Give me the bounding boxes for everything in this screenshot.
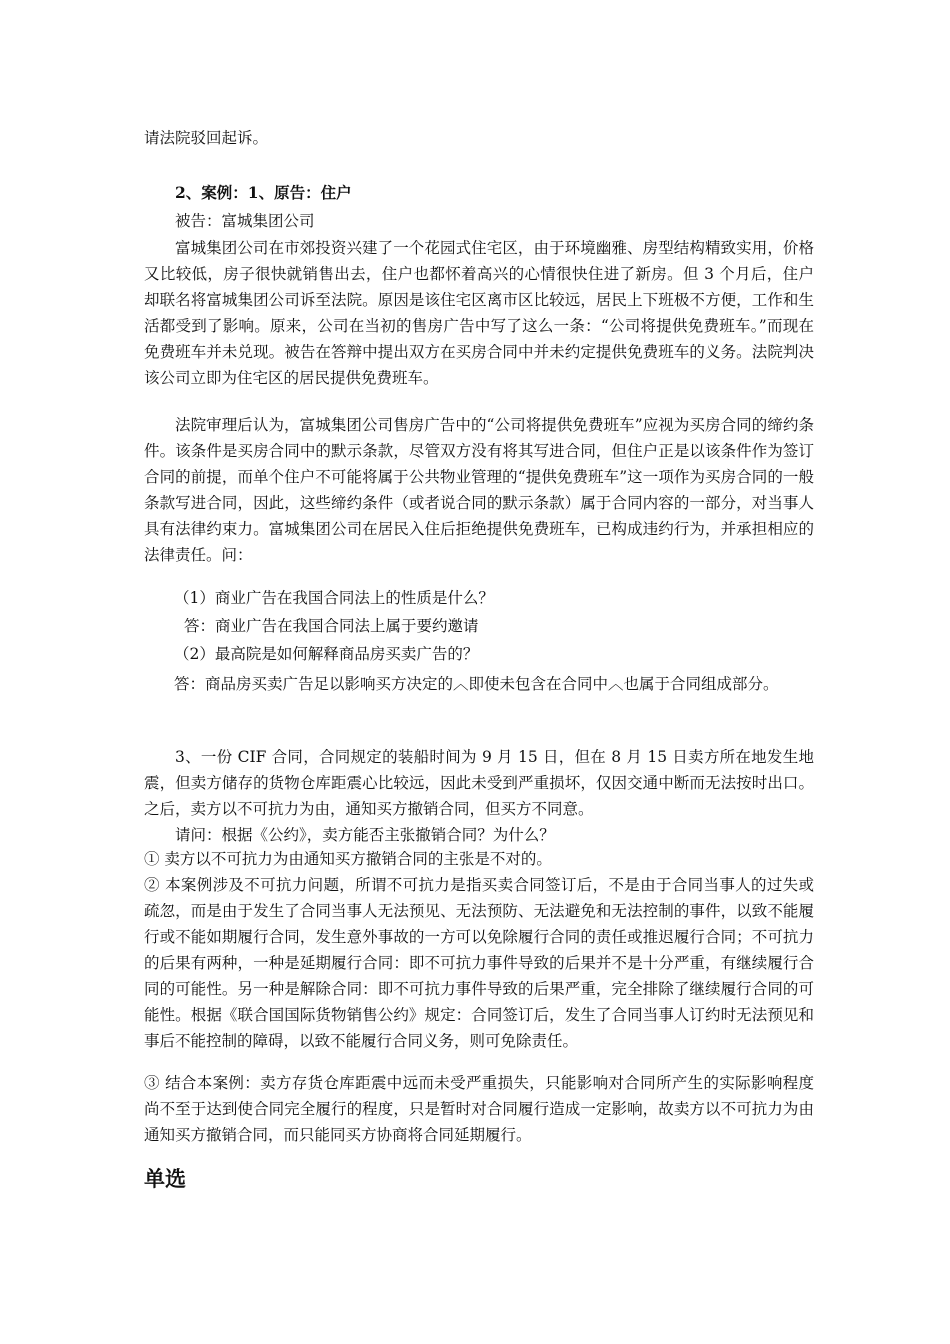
case2-title: 2、案例：1、原告：住户 xyxy=(175,183,352,202)
case2-question-1: （1）商业广告在我国合同法上的性质是什么？ xyxy=(174,589,494,607)
case3-point-3: ③ 结合本案例：卖方存货仓库距震中远而未受严重损失，只能影响对合同所产生的实际影响程度尚不至于达到使合同完全履行的程度，只是暂时对合同履行造成一定影响，故卖方以不可抗力为由通知买方撤销合同，而只能同买方协商将合同延期履行。 xyxy=(144,1074,814,1144)
case3-point-1: ① 卖方以不可抗力为由通知买方撤销合同的主张是不对的。 xyxy=(144,850,552,868)
case2-paragraph-1: 富城集团公司在市郊投资兴建了一个花园式住宅区，由于环境幽雅、房型结构精致实用，价格又比较低，房子很快就销售出去，住户也都怀着高兴的心情很快住进了新房。但 3 个月后，住户却联名将富城集团公司诉至法院。原因是该住宅区离市区比较远，居民上下班极不方便，工作和生活都受到了影响。原来，公司在当初的售房广告中写了这么一条：“公司将提供免费班车。”而现在免费班车并未兑现。被告在答辩中提出双方在买房合同中并未约定提供免费班车的义务。法院判决该公司立即为住宅区的居民提供免费班车。 xyxy=(144,239,814,387)
case2-answer-1: 答：商业广告在我国合同法上属于要约邀请 xyxy=(184,617,479,635)
case2-answer-2: 答：商品房买卖广告足以影响买方决定的︿即使未包含在合同中︿也属于合同组成部分。 xyxy=(174,675,779,693)
section-heading: 单选 xyxy=(144,1166,186,1191)
case2-paragraph-2: 法院审理后认为，富城集团公司售房广告中的“公司将提供免费班车”应视为买房合同的缔约条件。该条件是买房合同中的默示条款，尽管双方没有将其写进合同，但住户正是以该条件作为签订合同的前提，而单个住户不可能将属于公共物业管理的“提供免费班车”这一项作为买房合同的一般条款写进合同，因此，这些缔约条件（或者说合同的默示条款）属于合同内容的一部分，对当事人具有法律约束力。富城集团公司在居民入住后拒绝提供免费班车，已构成违约行为，并承担相应的法律责任。问： xyxy=(144,416,814,564)
case2-question-2: （2）最高院是如何解释商品房买卖广告的？ xyxy=(174,645,479,663)
case3-question: 请问：根据《公约》，卖方能否主张撤销合同？为什么？ xyxy=(175,826,555,844)
case3-paragraph-1: 3、一份 CIF 合同，合同规定的装船时间为 9 月 15 日，但在 8 月 15 日卖方所在地发生地震，但卖方储存的货物仓库距震心比较远，因此未受到严重损坏，仅因交通中断而无法按时出口。之后，卖方以不可抗力为由，通知买方撤销合同，但买方不同意。 xyxy=(144,748,814,818)
case2-defendant: 被告：富城集团公司 xyxy=(175,212,315,230)
case3-point-2: ② 本案例涉及不可抗力问题，所谓不可抗力是指买卖合同签订后，不是由于合同当事人的过失或疏忽，而是由于发生了合同当事人无法预见、无法预防、无法避免和无法控制的事件，以致不能履行或不能如期履行合同，发生意外事故的一方可以免除履行合同的责任或推迟履行合同；不可抗力的后果有两种，一种是延期履行合同：即不可抗力事件导致的后果并不是十分严重，有继续履行合同的可能性。另一种是解除合同：即不可抗力事件导致的后果严重，完全排除了继续履行合同的可能性。根据《联合国国际货物销售公约》规定：合同签订后，发生了合同当事人订约时无法预见和事后不能控制的障碍，以致不能履行合同义务，则可免除责任。 xyxy=(144,876,814,1050)
intro-tail: 请法院驳回起诉。 xyxy=(144,129,269,147)
